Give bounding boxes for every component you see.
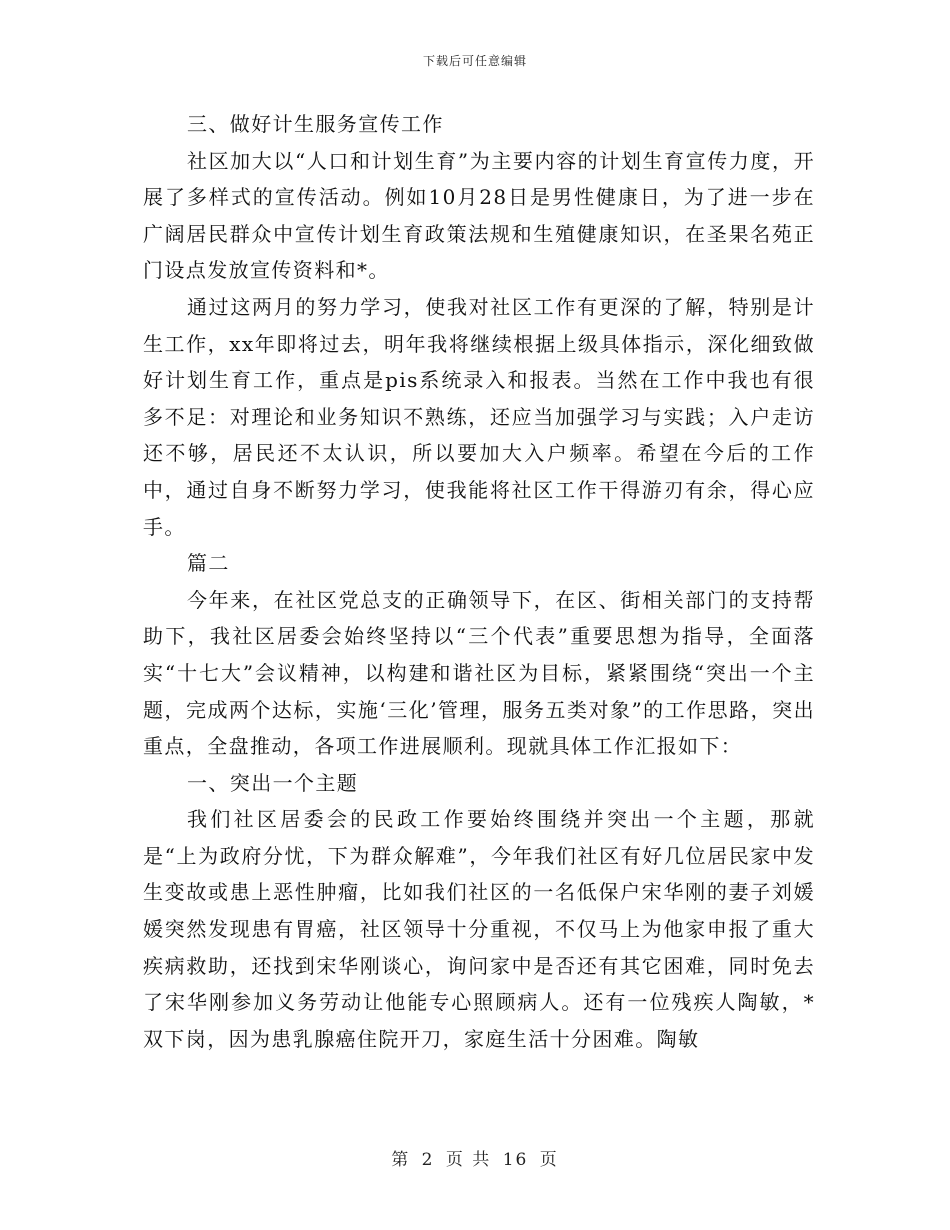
footer-middle: 页 共 (445, 1150, 492, 1170)
paragraph-publicity: 社区加大以“人口和计划生育”为主要内容的计划生育宣传力度，开展了多样式的宣传活动。例如10月28日是男性健康日，为了进一步在广阔居民群众中宣传计划生育政策法规和生殖健康知识，在圣果名苑正门设点发放宣传资料和*。 (143, 148, 815, 283)
paragraph-theme: 我们社区居委会的民政工作要始终围绕并突出一个主题，那就是“上为政府分忧，下为群众解难”，今年我们社区有好几位居民家中发生变故或患上恶性肿瘤，比如我们社区的一名低保户宋华刚的妻子刘媛媛突然发现患有胃癌，社区领导十分重视，不仅马上为他家申报了重大疾病救助，还找到宋华刚谈心，询问家中是否还有其它困难，同时免去了宋华刚参加义务劳动让他能专心照顾病人。还有一位残疾人陶敏，*双下岗，因为患乳腺癌住院开刀，家庭生活十分困难。陶敏 (143, 807, 815, 1051)
section-heading-3: 三、做好计生服务宣传工作 (187, 112, 444, 136)
total-page-count: 16 (502, 1150, 529, 1170)
footer-suffix: 页 (539, 1150, 559, 1170)
current-page-number: 2 (421, 1150, 435, 1170)
page-header: 下载后可任意编辑 (422, 54, 527, 68)
footer-prefix: 第 (391, 1150, 411, 1170)
paragraph-summary: 通过这两月的努力学习，使我对社区工作有更深的了解，特别是计生工作，xx年即将过去，明年我将继续根据上级具体指示，深化细致做好计划生育工作，重点是pis系统录入和报表。当然在工作中我也有很多不足：对理论和业务知识不熟练，还应当加强学习与实践；入户走访还不够，居民还不太认识，所以要加大入户频率。希望在今后的工作中，通过自身不断努力学习，使我能将社区工作干得游刃有余，得心应手。 (143, 294, 815, 539)
paragraph-intro: 今年来，在社区党总支的正确领导下，在区、街相关部门的支持帮助下，我社区居委会始终坚持以“三个代表”重要思想为指导，全面落实“十七大”会议精神，以构建和谐社区为目标，紧紧围绕“突出一个主题，完成两个达标，实施‘三化’管理，服务五类对象”的工作思路，突出重点，全盘推动，各项工作进展顺利。现就具体工作汇报如下： (143, 587, 815, 759)
document-body (143, 106, 815, 1057)
section-heading-1: 一、突出一个主题 (187, 770, 359, 795)
page-footer (0, 1145, 950, 1170)
section-title-part-two: 篇二 (187, 551, 230, 576)
